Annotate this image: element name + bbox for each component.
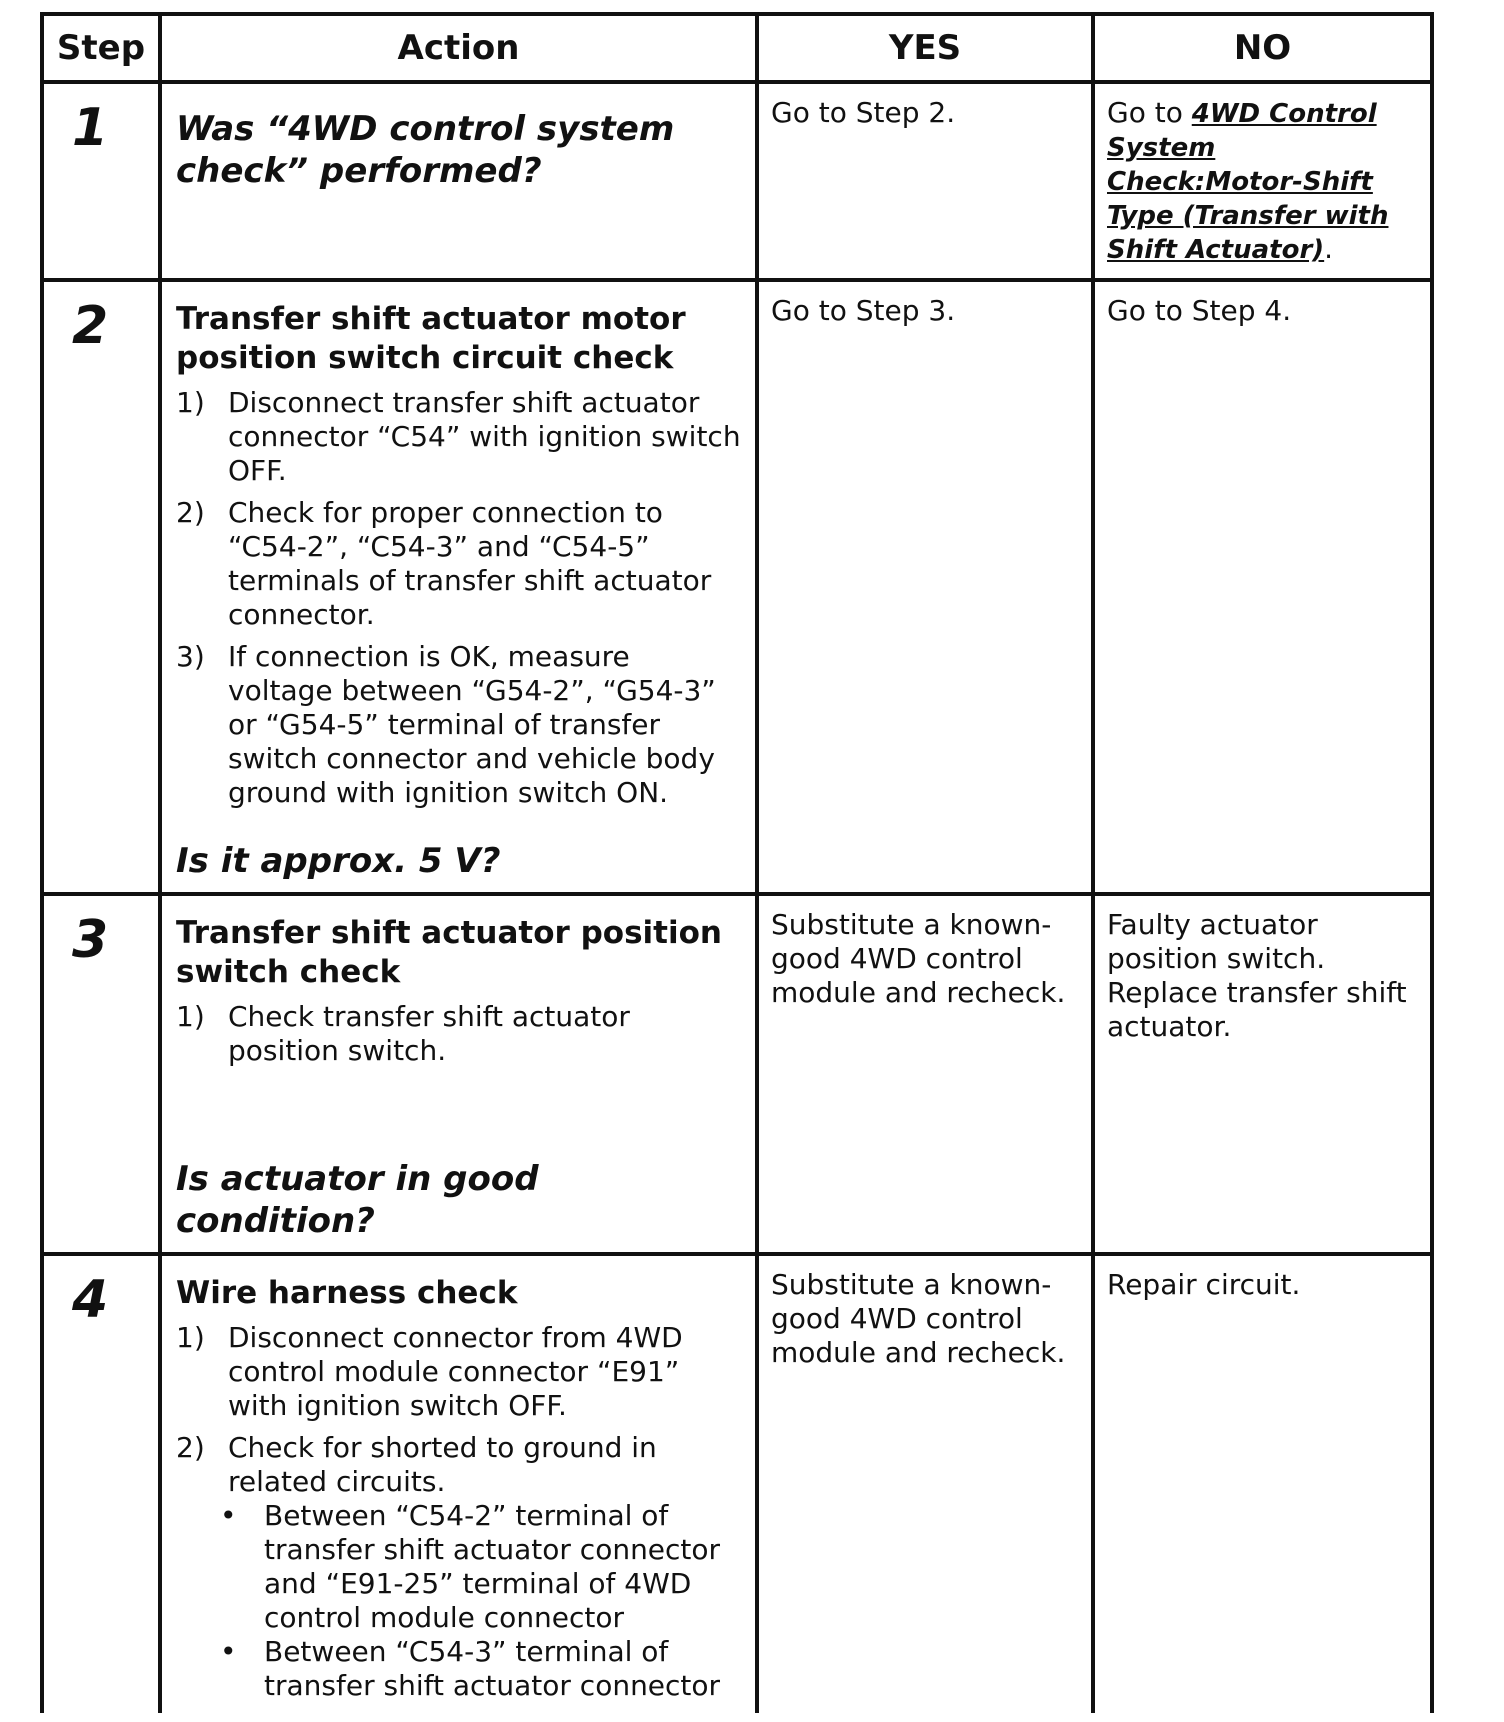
action-cell [160, 82, 757, 280]
yes-cell [757, 280, 1093, 894]
bullet-list [212, 1499, 741, 1703]
bullet-item: • Between “C54-2” terminal of transfer shift actuator connector and “E91-25” terminal of 4WD control module connector [220, 1499, 721, 1634]
yes-cell [757, 894, 1093, 1254]
step-title: Transfer shift actuator motor position switch circuit check [176, 301, 686, 376]
action-cell [160, 1254, 757, 1713]
yes-text: Go to Step 3. [771, 294, 956, 327]
header-row [42, 14, 1432, 82]
substep-list [176, 1321, 741, 1703]
substep-item: 2) Check for shorted to ground in related circuits. • Between “C54-2” terminal of transfer shift actuator connector and “E91-25” terminal of 4WD control module connector • Between “C54-3” terminal of transfer shift actuator connector [176, 1431, 741, 1703]
troubleshooting-table [40, 12, 1434, 1713]
yes-text: Substitute a known-good 4WD control module and recheck. [771, 1268, 1066, 1369]
header-no: NO [1093, 14, 1432, 82]
header-action: Action [160, 14, 757, 82]
step-question: Is actuator in good condition? [176, 1159, 539, 1241]
diagnostic-procedure-page [40, 12, 1430, 1702]
yes-cell [757, 82, 1093, 280]
no-text [1095, 84, 1430, 278]
step-number: 4 [72, 1270, 109, 1330]
header-step: Step [42, 14, 160, 82]
step-row-1 [42, 82, 1432, 280]
step-row-2 [42, 280, 1432, 894]
substep-item: 3) If connection is OK, measure voltage between “G54-2”, “G54-3” or “G54-5” terminal of transfer switch connector and vehicle body ground with ignition switch ON. [176, 640, 716, 809]
no-text: Repair circuit. [1107, 1268, 1301, 1301]
step-title: Wire harness check [176, 1275, 518, 1311]
substep-list [176, 1000, 741, 1068]
action-cell [160, 280, 757, 894]
bullet-item: • Between “C54-3” terminal of transfer shift actuator connector [220, 1635, 721, 1702]
step-number: 1 [72, 98, 109, 158]
no-cell [1093, 894, 1432, 1254]
step-number: 2 [72, 296, 109, 356]
step-number-cell [42, 894, 160, 1254]
step-number-cell [42, 280, 160, 894]
yes-text: Go to Step 2. [771, 96, 956, 129]
no-text: Faulty actuator position switch. Replace transfer shift actuator. [1107, 908, 1407, 1043]
substep-item: 1) Disconnect transfer shift actuator connector “C54” with ignition switch OFF. [176, 386, 741, 487]
step-title: Transfer shift actuator position switch check [176, 915, 722, 990]
yes-text: Substitute a known-good 4WD control module and recheck. [771, 908, 1066, 1009]
substep-item: 1) Disconnect connector from 4WD control module connector “E91” with ignition switch OFF. [176, 1321, 683, 1422]
no-cell [1093, 280, 1432, 894]
no-text: Go to Step 4. [1107, 294, 1292, 327]
no-text-prefix: Go to [1107, 96, 1192, 129]
control-system-check-link[interactable]: 4WD Control System Check:Motor-Shift Type (Transfer with Shift Actuator) [1107, 99, 1389, 265]
no-text-suffix: . [1324, 232, 1334, 265]
substep-item: 2) Check for proper connection to “C54-2”, “C54-3” and “C54-5” terminals of transfer shift actuator connector. [176, 496, 712, 631]
no-cell [1093, 82, 1432, 280]
substep-item: 1) Check transfer shift actuator position switch. [176, 1000, 630, 1067]
no-cell [1093, 1254, 1432, 1713]
yes-cell [757, 1254, 1093, 1713]
step-row-4 [42, 1254, 1432, 1713]
header-yes: YES [757, 14, 1093, 82]
substep-list [176, 386, 741, 810]
step-row-3 [42, 894, 1432, 1254]
step-number-cell [42, 1254, 160, 1713]
step-question: Is it approx. 5 V? [176, 841, 501, 881]
step-number-cell [42, 82, 160, 280]
step-number: 3 [72, 910, 109, 970]
action-cell [160, 894, 757, 1254]
step-question: Was “4WD control system check” performed? [176, 109, 675, 191]
